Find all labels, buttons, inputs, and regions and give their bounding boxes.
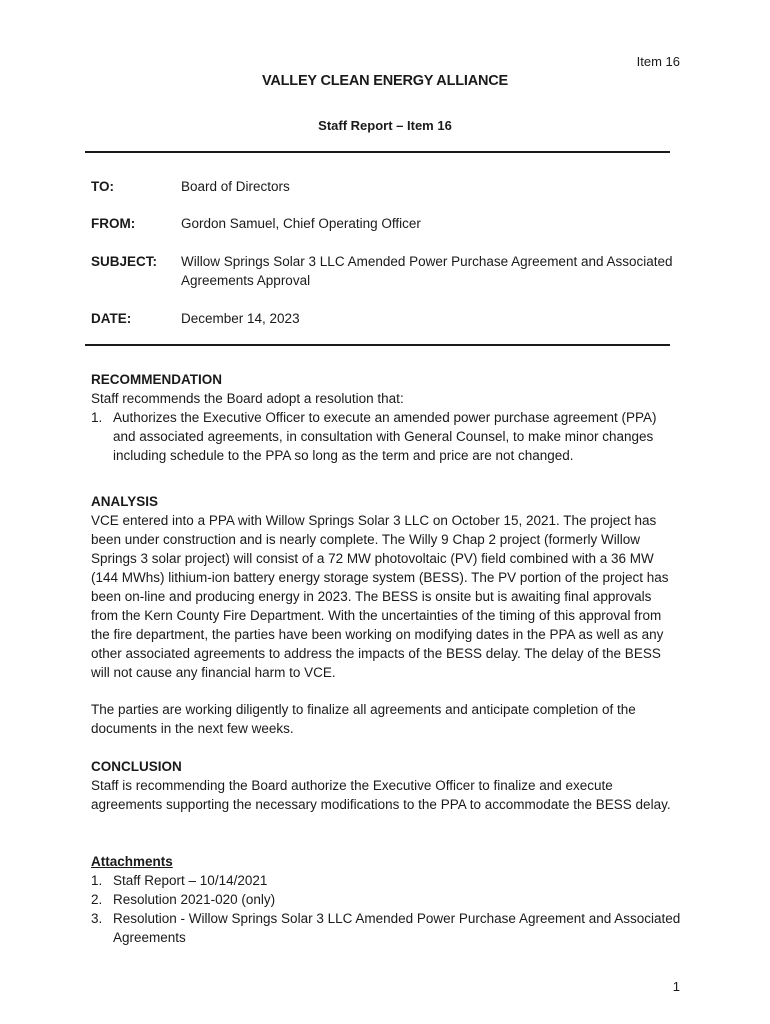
list-item-number: 3. [91, 911, 103, 926]
subject-label: SUBJECT: [91, 254, 158, 269]
from-label: FROM: [91, 216, 136, 231]
analysis-section [91, 492, 681, 682]
item-tag: Item 16 [636, 54, 680, 69]
attachments-section [91, 852, 681, 947]
to-value: Board of Directors [181, 179, 290, 194]
conclusion-section [91, 757, 681, 814]
attachments-list [91, 871, 681, 947]
recommendation-heading: RECOMMENDATION [91, 372, 222, 387]
list-item-number: 2. [91, 892, 103, 907]
bottom-divider [85, 344, 670, 346]
list-item-text: Authorizes the Executive Officer to execute an amended power purchase agreement (PPA) and associated agreements, in consultation with General Counsel, to make minor changes including schedule to the PPA so long as the term and price are not changed. [113, 410, 657, 463]
list-item [91, 408, 681, 465]
page-number: 1 [672, 979, 680, 994]
conclusion-text: Staff is recommending the Board authorize the Executive Officer to finalize and execute agreements supporting the necessary modifications to the PPA to accommodate the BESS delay. [91, 778, 671, 812]
list-item [91, 890, 681, 909]
list-item-text: Resolution 2021-020 (only) [113, 892, 276, 907]
analysis-paragraph: The parties are working diligently to finalize all agreements and anticipate completion of the documents in the next few weeks. [91, 702, 636, 736]
conclusion-heading: CONCLUSION [91, 759, 182, 774]
report-title: Staff Report – Item 16 [318, 118, 452, 133]
list-item [91, 909, 681, 947]
list-item [91, 871, 681, 890]
list-item-number: 1. [91, 410, 103, 425]
date-value: December 14, 2023 [181, 311, 300, 326]
attachments-heading: Attachments [91, 854, 173, 869]
analysis-heading: ANALYSIS [91, 494, 159, 509]
list-item-text: Resolution - Willow Springs Solar 3 LLC Amended Power Purchase Agreement and Associated Agreements [113, 911, 681, 945]
from-value: Gordon Samuel, Chief Operating Officer [181, 216, 421, 231]
top-divider [85, 151, 670, 153]
organization-title: VALLEY CLEAN ENERGY ALLIANCE [261, 73, 509, 89]
analysis-followup [91, 700, 681, 738]
recommendation-list [91, 408, 681, 465]
recommendation-section [91, 370, 681, 465]
analysis-paragraph: VCE entered into a PPA with Willow Springs Solar 3 LLC on October 15, 2021. The project has been under construction and is nearly complete. The Willy 9 Chap 2 project (formerly Willow Springs 3 solar project) will consist of a 72 MW photovoltaic (PV) field combined with a 36 MW (144 MWhs) lithium-ion battery energy storage system (BESS). The PV portion of the project has been on-line and producing energy in 2023. The BESS is onsite but is awaiting final approvals from the Kern County Fire Department. With the uncertainties of the timing of this approval from the fire department, the parties have been working on modifying dates in the PPA as well as any other associated agreements to address the impacts of the BESS delay. The delay of the BESS will not cause any financial harm to VCE. [91, 513, 669, 680]
recommendation-intro: Staff recommends the Board adopt a resolution that: [91, 391, 404, 406]
list-item-number: 1. [91, 873, 103, 888]
list-item-text: Staff Report – 10/14/2021 [113, 873, 268, 888]
subject-value: Willow Springs Solar 3 LLC Amended Power Purchase Agreement and Associated Agreements Approval [181, 254, 673, 288]
to-label: TO: [91, 179, 114, 194]
date-label: DATE: [91, 311, 132, 326]
